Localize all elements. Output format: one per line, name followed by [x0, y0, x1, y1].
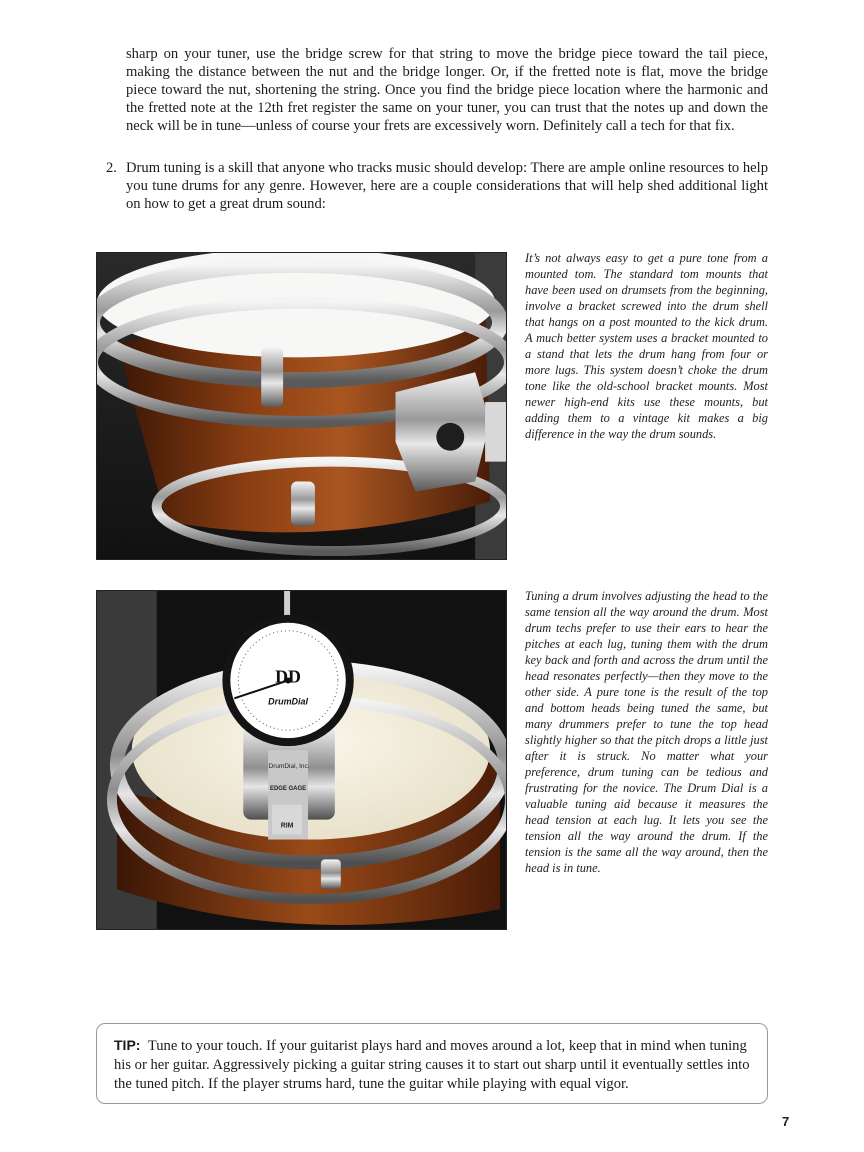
dial-brand-label: DrumDial [268, 696, 308, 707]
drum-dial-photo [96, 590, 507, 930]
body-paragraph-continued: sharp on your tuner, use the bridge screw for that string to move the bridge piece toward the tail piece, making the distance between the nut and the bridge longer. Or, if the fretted note is flat, move the bridge piece toward the nut, shortening the string. Once you find the bridge piece location where the harmonic and the fretted note at the 12th fret register the same on your tuner, you can trust that the notes up and down the neck will be in tune—unless of course your frets are excessively worn. Definitely call a tech for that fix. [126, 46, 768, 134]
tip-label: TIP: [114, 1037, 141, 1053]
edge-gage-label: EDGE GAGE [270, 785, 307, 792]
tip-box [96, 1023, 768, 1104]
rim-label: RIM [280, 822, 294, 830]
mounted-tom-photo [96, 252, 507, 560]
list-item-text: Drum tuning is a skill that anyone who tracks music should develop: There are ample online resources to help you tune drums for any genre. However, here are a couple considerations that will help shed additional light on how to get a great drum sound: [126, 160, 768, 212]
dial-logo: DD [275, 666, 301, 687]
page-number: 7 [782, 1114, 790, 1129]
list-number: 2. [106, 160, 117, 176]
figure-caption-tom-mount: It’s not always easy to get a pure tone from a mounted tom. The standard tom mounts that have been used on drumsets from the beginning, involve a bracket screwed into the drum shell that hangs on a post mounted to the kick drum. A much better system uses a bracket mounted to a stand that lets the drum hang from four or more lugs. This system doesn’t choke the drum tone like the old-school bracket mounts. Most newer high-end kits use these mounts, but adding them to a vintage kit makes a big difference in the way the drum sounds. [525, 251, 768, 441]
tip-text: Tune to your touch. If your guitarist plays hard and moves around a lot, keep that in mind when tuning his or her guitar. Aggressively picking a guitar string causes it to start out sharp until it eventually settles into the tuned pitch. If the player strums hard, tune the guitar while playing with equal vigor. [114, 1038, 750, 1092]
gauge-base-label: DrumDial, Inc. [268, 762, 310, 770]
figure-caption-drum-dial: Tuning a drum involves adjusting the head to the same tension all the way around the drum. Most drum techs prefer to use their ears to hear the pitches at each lug, tuning them with the drum key back and forth and across the drum until the head resonates perfectly—then they move to the other side. A pure tone is the result of the top and bottom heads being tuned the same, but many drummers prefer to tune the top head slightly higher so that the pitch drops a little just after it is struck. No matter what your preference, drum tuning can be tedious and frustrating for the novice. The Drum Dial is a valuable tuning aid because it measures the head tension at each lug. It lets you see the tension all the way around the drum. If the tension is the same all the way around, then the head is in tune. [525, 589, 768, 875]
